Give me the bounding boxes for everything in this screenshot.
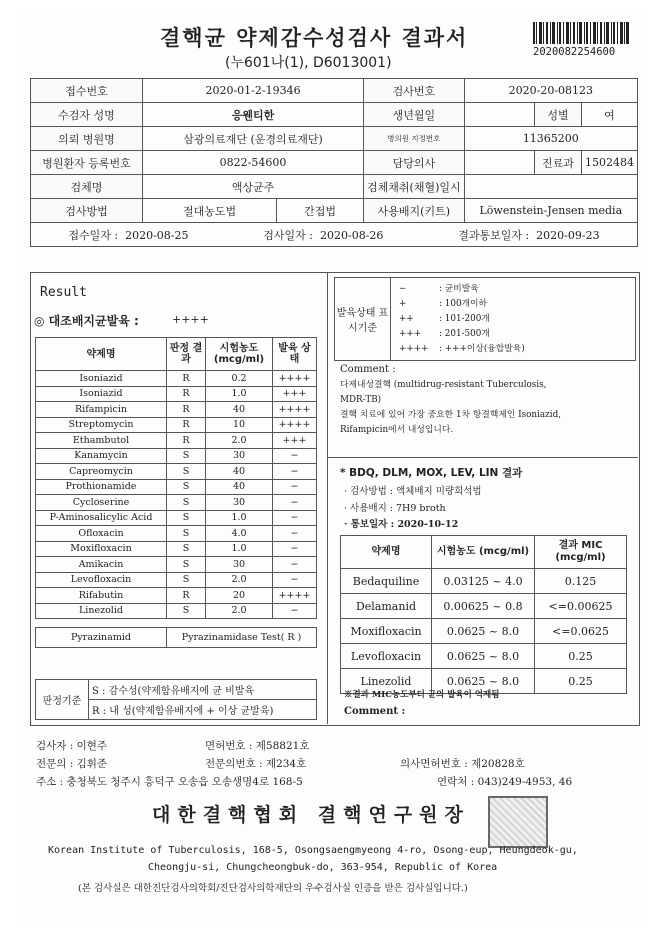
col-header: 시험농도 (mcg/ml): [206, 338, 273, 371]
english-address-2: Cheongju-si, Chungcheongbuk-do, 363-954, Republic of Korea: [148, 862, 498, 873]
drug-name: Linezolid: [36, 603, 167, 619]
growth: +++: [273, 433, 317, 449]
concentration: 30: [206, 557, 273, 573]
concentration: 0.2: [206, 371, 273, 387]
drug-name: Rifampicin: [36, 402, 167, 418]
growth: ++++: [273, 371, 317, 387]
growth: −: [273, 572, 317, 588]
col-header: 판정 결과: [167, 338, 206, 371]
legend-row: − : 균비발육: [399, 284, 479, 294]
label: 생년월일: [364, 103, 465, 127]
col-header: 발육 상태: [273, 338, 317, 371]
value: [464, 175, 637, 199]
concentration: 40: [206, 479, 273, 495]
label: 병의원 지정번호: [364, 127, 465, 151]
growth-legend: [334, 277, 636, 361]
drug-name: Levofloxacin: [341, 644, 432, 669]
patient-info-table: [30, 78, 638, 247]
control-label: ◎ 대조배지균발육 :: [34, 314, 139, 328]
legend-row: + : 100개이하: [399, 299, 488, 309]
judgment: S: [167, 557, 206, 573]
table-row: [341, 594, 627, 619]
concentration: 2.0: [206, 572, 273, 588]
contact: 연락처 : 043)249-4953, 46: [437, 776, 573, 788]
document-subtitle: (누601나(1), D6013001): [225, 55, 392, 71]
concentration: 4.0: [206, 526, 273, 542]
comment-label: Comment :: [340, 364, 396, 375]
label: 접수일자 :: [68, 228, 119, 242]
value: 여: [582, 103, 638, 127]
document-title: 결핵균 약제감수성검사 결과서: [160, 26, 469, 50]
license-no: 면허번호 : 제58821호: [205, 740, 310, 752]
drug-name: Delamanid: [341, 594, 432, 619]
table-row: [36, 386, 317, 402]
judgment: S: [167, 541, 206, 557]
table-row: [36, 572, 317, 588]
pyrazinamide-row: [35, 627, 317, 648]
barcode-number: 2020082254600: [533, 46, 616, 58]
drug-name: Amikacin: [36, 557, 167, 573]
value: 11365200: [464, 127, 637, 151]
judge-s: S : 감수성(약제함유배지에 균 비발육: [89, 680, 317, 700]
concentration: 40: [206, 402, 273, 418]
table-row: [36, 402, 317, 418]
label: 검체명: [31, 175, 143, 199]
growth: −: [273, 479, 317, 495]
mic-result: 0.25: [535, 644, 627, 669]
value: 간접법: [277, 199, 364, 223]
table-row: [36, 603, 317, 619]
label: 수검자 성명: [31, 103, 143, 127]
table-row: [341, 569, 627, 594]
concentration: 1.0: [206, 541, 273, 557]
value: 액상균주: [143, 175, 364, 199]
bdq-title: * BDQ, DLM, MOX, LEV, LIN 결과: [340, 467, 523, 479]
drug-name: Levofloxacin: [36, 572, 167, 588]
table-row: [36, 417, 317, 433]
drug-susceptibility-table: [35, 337, 317, 619]
value: [464, 103, 534, 127]
growth: ++++: [273, 402, 317, 418]
growth: +++: [273, 386, 317, 402]
value: 2020-20-08123: [464, 79, 637, 103]
label: 성별: [535, 103, 582, 127]
judgment: R: [167, 371, 206, 387]
mic-result: <=0.0625: [535, 619, 627, 644]
growth: ++++: [273, 417, 317, 433]
growth: −: [273, 448, 317, 464]
label: 진료과: [535, 151, 582, 175]
drug-name: Rifabutin: [36, 588, 167, 604]
table-row: [341, 619, 627, 644]
drug-name: Moxifloxacin: [341, 619, 432, 644]
value: 절대농도법: [143, 199, 277, 223]
label: 접수번호: [31, 79, 143, 103]
concentration: 2.0: [206, 603, 273, 619]
judgment: S: [167, 572, 206, 588]
judgment: S: [167, 603, 206, 619]
result-label: Result: [40, 285, 87, 300]
judgment: S: [167, 448, 206, 464]
control-value: ++++: [172, 313, 209, 326]
judgment: R: [167, 433, 206, 449]
drug-name: Pyrazinamid: [36, 628, 167, 648]
value: 2020-08-26: [320, 228, 384, 242]
bdq-method: · 검사방법 : 액체배지 미량희석법: [344, 486, 482, 497]
table-row: [36, 541, 317, 557]
growth: −: [273, 464, 317, 480]
concentration: 30: [206, 448, 273, 464]
legend-row: ++ : 101-200개: [399, 314, 490, 324]
value: 2020-09-23: [536, 228, 600, 242]
judgment: R: [167, 588, 206, 604]
legend-row: +++ : 201-500개: [399, 329, 490, 339]
drug-name: Isoniazid: [36, 386, 167, 402]
table-row: [36, 464, 317, 480]
label: 검사방법: [31, 199, 143, 223]
table-row: [36, 433, 317, 449]
drug-name: Isoniazid: [36, 371, 167, 387]
doctor-license-no: 의사면허번호 : 제20828호: [400, 758, 525, 770]
concentration: 1.0: [206, 510, 273, 526]
judge-r: R : 내 성(약제함유배지에 + 이상 균발육): [89, 700, 317, 720]
label: 병원환자 등록번호: [31, 151, 143, 175]
value: 0822-54600: [143, 151, 364, 175]
judgment: S: [167, 495, 206, 511]
bdq-date: · 통보일자 : 2020-10-12: [344, 519, 459, 530]
divider: [328, 457, 638, 458]
table-row: [36, 588, 317, 604]
bdq-media: · 사용배지 : 7H9 broth: [344, 503, 446, 514]
inspector: 검사자 : 이현주: [36, 740, 108, 752]
col-header: 시험농도 (mcg/ml): [432, 536, 535, 569]
mic-result: 0.25: [535, 669, 627, 694]
drug-name: Kanamycin: [36, 448, 167, 464]
label: 의뢰 병원명: [31, 127, 143, 151]
drug-name: Moxifloxacin: [36, 541, 167, 557]
concentration: 40: [206, 464, 273, 480]
drug-name: Streptomycin: [36, 417, 167, 433]
specialist: 전문의 : 김휘준: [36, 758, 108, 770]
table-row: [36, 371, 317, 387]
certification-note: (본 검사실은 대한진단검사의학회/진단검사의학재단의 우수검사실 인증을 받은 검사실입니다.): [78, 883, 468, 894]
drug-name: Prothionamide: [36, 479, 167, 495]
concentration: 20: [206, 588, 273, 604]
growth: −: [273, 510, 317, 526]
table-row: [36, 448, 317, 464]
value: 1502484: [582, 151, 638, 175]
drug-name: Capreomycin: [36, 464, 167, 480]
drug-name: Ethambutol: [36, 433, 167, 449]
judgment: S: [167, 526, 206, 542]
value: 응웬티한: [143, 103, 364, 127]
judgment: R: [167, 386, 206, 402]
judgment: R: [167, 417, 206, 433]
label: 결과통보일자 :: [458, 228, 530, 242]
label: 담당의사: [364, 151, 465, 175]
official-seal: [488, 796, 548, 848]
table-row: [36, 495, 317, 511]
value: 삼광의료재단 (운경의료재단): [143, 127, 364, 151]
judgment: S: [167, 464, 206, 480]
col-header: 약제명: [36, 338, 167, 371]
judge-label: 판정기준: [36, 680, 89, 720]
test-range: 0.0625 ~ 8.0: [432, 619, 535, 644]
table-row: [36, 510, 317, 526]
mic-table: [340, 535, 627, 694]
mic-note: ※결과 MIC농도부터 균의 발육이 억제됨: [344, 690, 500, 700]
drug-name: Bedaquiline: [341, 569, 432, 594]
col-header: 약제명: [341, 536, 432, 569]
judgment: S: [167, 479, 206, 495]
table-row: [36, 526, 317, 542]
comment-body: 다제내성결핵 (multidrug-resistant Tuberculosis, MDR-TB) 결핵 치료에 있어 가장 중요한 1차 항결핵제인 Isoniazid, Rifampicin에서 내성입니다.: [340, 380, 562, 435]
test-range: 0.00625 ~ 0.8: [432, 594, 535, 619]
table-row: [341, 644, 627, 669]
judgment-criteria: [35, 679, 317, 720]
concentration: 2.0: [206, 433, 273, 449]
growth: −: [273, 541, 317, 557]
growth: −: [273, 603, 317, 619]
concentration: 30: [206, 495, 273, 511]
judgment: R: [167, 402, 206, 418]
organization-name: 대한결핵협회 결핵연구원장: [152, 804, 470, 826]
concentration: 1.0: [206, 386, 273, 402]
drug-name: P-Aminosalicylic Acid: [36, 510, 167, 526]
label: 검체채취(채혈)일시: [364, 175, 465, 199]
legend-label: 발육상태 표시기준: [335, 278, 391, 360]
concentration: 10: [206, 417, 273, 433]
mic-result: 0.125: [535, 569, 627, 594]
value: 2020-08-25: [125, 228, 189, 242]
value: Löwenstein-Jensen media: [464, 199, 637, 223]
address: 주소 : 충청북도 청주시 흥덕구 오송읍 오송생명4로 168-5: [36, 776, 303, 788]
divider: [327, 272, 328, 724]
english-address-1: Korean Institute of Tuberculosis, 168-5, Osongsaengmyeong 4-ro, Osong-eup, Heungdeok-gu,: [48, 845, 578, 856]
label: 사용배지(키트): [364, 199, 465, 223]
value: [464, 151, 534, 175]
label: 검사일자 :: [263, 228, 313, 242]
growth: −: [273, 495, 317, 511]
drug-name: Linezolid: [341, 669, 432, 694]
judgment: S: [167, 510, 206, 526]
mic-comment: Comment :: [344, 706, 406, 717]
col-header: 결과 MIC (mcg/ml): [535, 536, 627, 569]
label: 검사번호: [364, 79, 465, 103]
mic-result: <=0.00625: [535, 594, 627, 619]
test-range: 0.0625 ~ 8.0: [432, 644, 535, 669]
drug-name: Ofloxacin: [36, 526, 167, 542]
table-row: [36, 479, 317, 495]
barcode: [533, 22, 629, 44]
value: 2020-01-2-19346: [143, 79, 364, 103]
table-row: [36, 557, 317, 573]
growth: −: [273, 557, 317, 573]
growth: ++++: [273, 588, 317, 604]
specialist-no: 전문의번호 : 제234호: [205, 758, 307, 770]
pza-result: Pyrazinamidase Test( R ): [167, 628, 317, 648]
test-range: 0.0625 ~ 8.0: [432, 669, 535, 694]
legend-row: ++++ : +++이상(융합발육): [399, 344, 525, 354]
growth: −: [273, 526, 317, 542]
drug-name: Cycloserine: [36, 495, 167, 511]
test-range: 0.03125 ~ 4.0: [432, 569, 535, 594]
